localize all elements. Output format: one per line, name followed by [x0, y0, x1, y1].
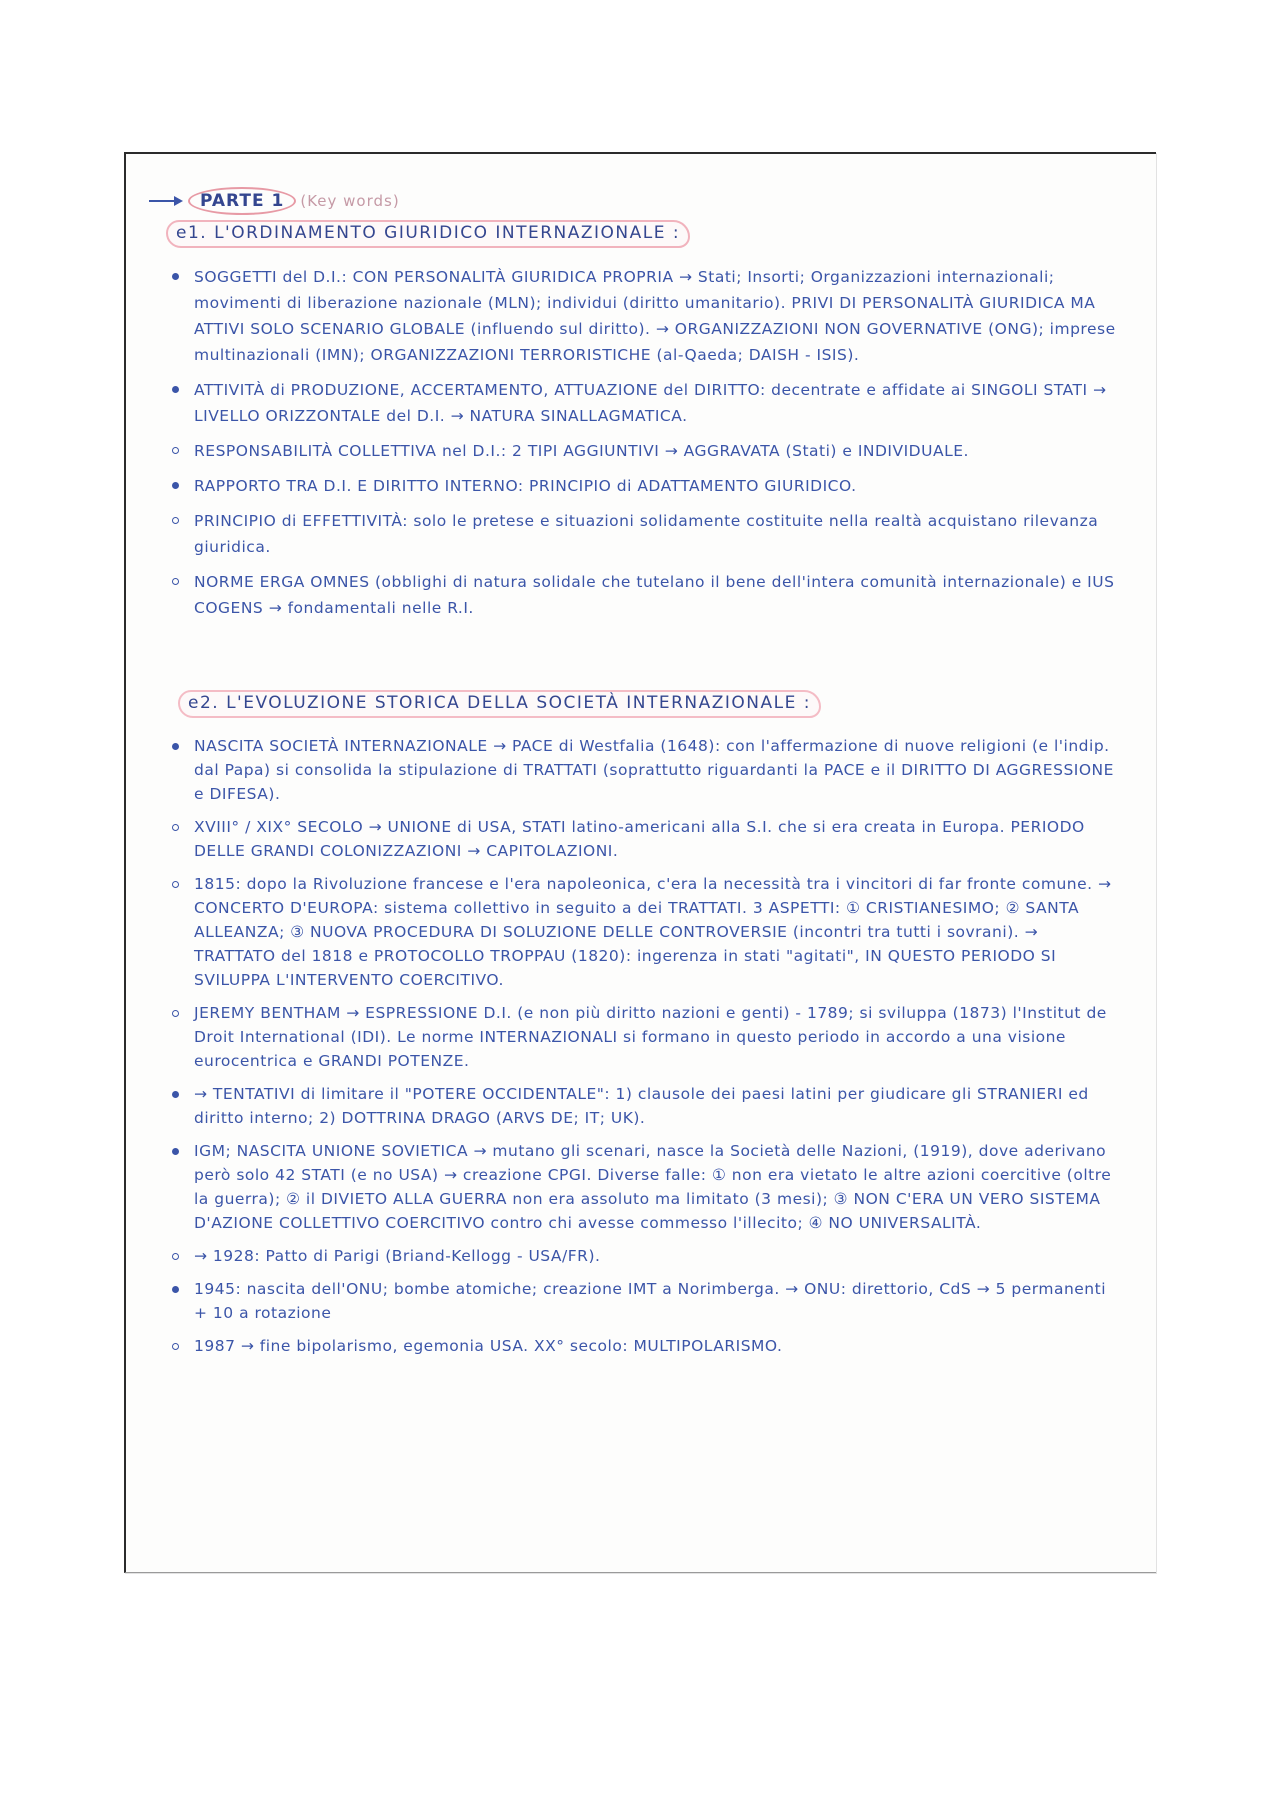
bullet-dot-icon	[172, 1148, 179, 1155]
list-item	[162, 1334, 1122, 1358]
list-item	[162, 508, 1122, 560]
bullet-text: → 1928: Patto di Parigi (Briand-Kellogg - USA/FR).	[194, 1247, 601, 1265]
list-item	[162, 377, 1122, 429]
bullet-text: 1815: dopo la Rivoluzione francese e l'era napoleonica, c'era la necessità tra i vincitori di far fronte comune. → CONCERTO D'EUROPA: sistema collettivo in seguito a dei TRATTATI. 3 ASPETTI: ① CRISTIANESIMO; ② SANTA ALLEANZA; ③ NUOVA PROCEDURA DI SOLUZIONE DELLE CONTROVERSIE (incontri tra tutti i sovrani). → TRATTATO del 1818 e PROTOCOLLO TROPPAU (1820): ingerenza in stati "agitati", IN QUESTO PERIODO SI SVILUPPA L'INTERVENTO COERCITIVO.	[194, 875, 1117, 989]
list-item	[162, 1139, 1122, 1235]
bullet-dot-icon	[172, 1253, 179, 1260]
bullet-dot-icon	[172, 273, 179, 280]
part-label: PARTE 1	[188, 187, 296, 215]
bullet-text: XVIII° / XIX° SECOLO → UNIONE di USA, STATI latino-americani alla S.I. che si era creata in Europa. PERIODO DELLE GRANDI COLONIZZAZIONI → CAPITOLAZIONI.	[194, 818, 1091, 860]
bullet-text: IGM; NASCITA UNIONE SOVIETICA → mutano gli scenari, nasce la Società delle Nazioni, (1919), dove aderivano però solo 42 STATI (e no USA) → creazione CPGI. Diverse falle: ① non era vietato le altre azioni coercitive (oltre la guerra); ② il DIVIETO ALLA GUERRA non era assoluto ma limitato (3 mesi); ③ NON C'ERA UN VERO SISTEMA D'AZIONE COLLETTIVO COERCITIVO contro chi avesse commesso l'illecito; ④ NO UNIVERSALITÀ.	[194, 1142, 1117, 1232]
bullet-text: ATTIVITÀ di PRODUZIONE, ACCERTAMENTO, ATTUAZIONE del DIRITTO: decentrate e affidate ai SINGOLI STATI → LIVELLO ORIZZONTALE del D.I. → NATURA SINALLAGMATICA.	[194, 381, 1112, 425]
bullet-text: NASCITA SOCIETÀ INTERNAZIONALE → PACE di Westfalia (1648): con l'affermazione di nuove religioni (e l'indip. dal Papa) si consolida la stipulazione di TRATTATI (soprattutto riguardanti la PACE e il DIRITTO DI AGGRESSIONE e DIFESA).	[194, 737, 1120, 803]
bullet-dot-icon	[172, 386, 179, 393]
bullet-dot-icon	[172, 1010, 179, 1017]
list-item	[162, 569, 1122, 621]
bullet-dot-icon	[172, 824, 179, 831]
bullet-list-ordinamento	[162, 264, 1122, 630]
list-item	[162, 815, 1122, 863]
section-title-evoluzione: e2. L'EVOLUZIONE STORICA DELLA SOCIETÀ INTERNAZIONALE :	[178, 690, 821, 718]
arrow-right-icon	[148, 194, 184, 208]
bullet-dot-icon	[172, 881, 179, 888]
bullet-text: → TENTATIVI di limitare il "POTERE OCCIDENTALE": 1) clausole dei paesi latini per giudicare gli STRANIERI ed diritto interno; 2) DOTTRINA DRAGO (ARVS DE; IT; UK).	[194, 1085, 1095, 1127]
list-item	[162, 264, 1122, 368]
bullet-text: RESPONSABILITÀ COLLETTIVA nel D.I.: 2 TIPI AGGIUNTIVI → AGGRAVATA (Stati) e INDIVIDUALE.	[194, 442, 969, 460]
bullet-dot-icon	[172, 517, 179, 524]
bullet-dot-icon	[172, 1343, 179, 1350]
bullet-text: 1945: nascita dell'ONU; bombe atomiche; creazione IMT a Norimberga. → ONU: direttorio, CdS → 5 permanenti + 10 a rotazione	[194, 1280, 1112, 1322]
bullet-text: JEREMY BENTHAM → ESPRESSIONE D.I. (e non più diritto nazioni e genti) - 1789; si sviluppa (1873) l'Institut de Droit International (IDI). Le norme INTERNAZIONALI si formano in questo periodo in accordo a una visione eurocentrica e GRANDI POTENZE.	[194, 1004, 1113, 1070]
bullet-text: SOGGETTI del D.I.: CON PERSONALITÀ GIURIDICA PROPRIA → Stati; Insorti; Organizzazioni internazionali; movimenti di liberazione nazionale (MLN); individui (diritto umanitario). PRIVI DI PERSONALITÀ GIURIDICA MA ATTIVI SOLO SCENARIO GLOBALE (influendo sul diritto). → ORGANIZZAZIONI NON GOVERNATIVE (ONG); imprese multinazionali (IMN); ORGANIZZAZIONI TERRORISTICHE (al-Qaeda; DAISH - ISIS).	[194, 268, 1122, 364]
section-title-ordinamento: e1. L'ORDINAMENTO GIURIDICO INTERNAZIONALE :	[166, 220, 690, 248]
bullet-dot-icon	[172, 743, 179, 750]
bullet-dot-icon	[172, 482, 179, 489]
key-words-note: (Key words)	[300, 192, 400, 210]
bullet-dot-icon	[172, 1091, 179, 1098]
list-item	[162, 1001, 1122, 1073]
list-item	[162, 438, 1122, 464]
bullet-text: 1987 → fine bipolarismo, egemonia USA. XX° secolo: MULTIPOLARISMO.	[194, 1337, 783, 1355]
list-item	[162, 1082, 1122, 1130]
bullet-dot-icon	[172, 1286, 179, 1293]
bullet-dot-icon	[172, 447, 179, 454]
list-item	[162, 872, 1122, 992]
bullet-text: NORME ERGA OMNES (obblighi di natura solidale che tutelano il bene dell'intera comunità internazionale) e IUS COGENS → fondamentali nelle R.I.	[194, 573, 1120, 617]
bullet-text: RAPPORTO TRA D.I. E DIRITTO INTERNO: PRINCIPIO di ADATTAMENTO GIURIDICO.	[194, 477, 857, 495]
page-header	[148, 186, 400, 216]
list-item	[162, 1244, 1122, 1268]
list-item	[162, 473, 1122, 499]
list-item	[162, 734, 1122, 806]
bullet-text: PRINCIPIO di EFFETTIVITÀ: solo le pretese e situazioni solidamente costituite nella realtà acquistano rilevanza giuridica.	[194, 512, 1104, 556]
notebook-page	[124, 152, 1156, 1573]
list-item	[162, 1277, 1122, 1325]
bullet-list-evoluzione	[162, 734, 1122, 1367]
bullet-dot-icon	[172, 578, 179, 585]
